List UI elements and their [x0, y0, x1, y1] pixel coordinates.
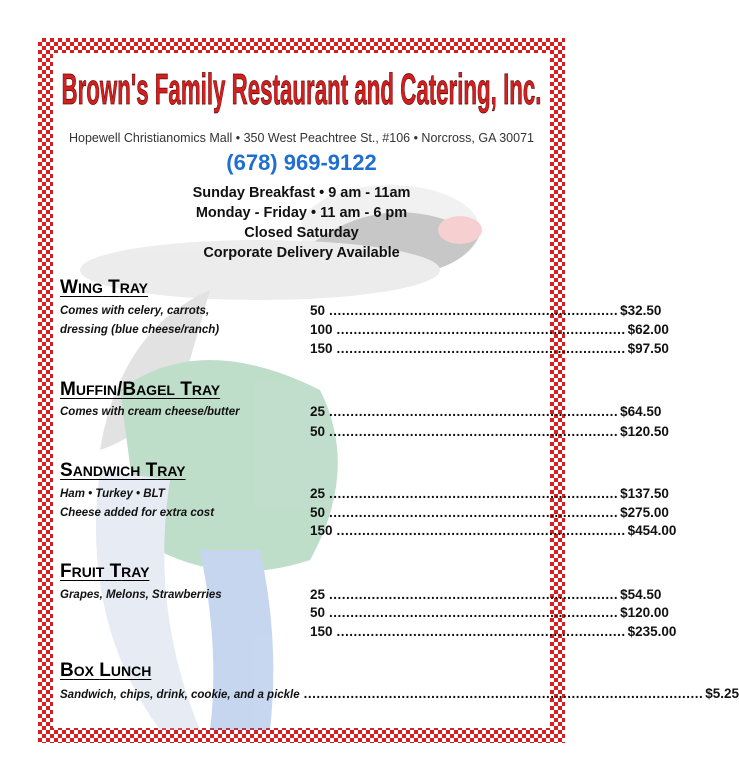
section-title-text: MUFFIN/BAGEL TRAY [60, 379, 221, 400]
price-row: 50 .................................................................... $275.00 [310, 505, 669, 520]
price-row: 150 .................................................................... $97.50 [310, 341, 669, 356]
price-row: 50 .................................................................... $120.50 [310, 424, 669, 439]
section-title-sandwich-tray [60, 460, 186, 482]
section-title-box-lunch [60, 660, 151, 682]
hours-line: Corporate Delivery Available [203, 245, 400, 261]
address-line: Hopewell Christianomics Mall • 350 West Peachtree St., #106 • Norcross, GA 30071 [69, 131, 534, 145]
price-row: 50 .................................................................... $120.00 [310, 605, 669, 620]
section-desc: Cheese added for extra cost [60, 507, 215, 519]
section-title-text: BOX LUNCH [60, 660, 152, 681]
price-row: 25 .................................................................... $64.50 [310, 404, 662, 419]
section-title-text: FRUIT TRAY [60, 561, 150, 582]
hours-block [53, 183, 550, 263]
section-desc: dressing (blue cheese/ranch) [60, 324, 220, 336]
price-row: 150 .................................................................... $235.00 [310, 624, 677, 639]
section-title-wing-tray [60, 277, 148, 299]
section-desc: Grapes, Melons, Strawberries [60, 589, 222, 601]
hours-line: Closed Saturday [244, 225, 359, 241]
section-desc: Comes with cream cheese/butter [60, 406, 240, 418]
restaurant-title [53, 58, 550, 118]
hours-line: Sunday Breakfast • 9 am - 11am [192, 185, 411, 201]
price-row: 150 .................................................................... $454.00 [310, 523, 677, 538]
price-row: 25 .................................................................... $54.50 [310, 587, 662, 602]
section-desc: Comes with celery, carrots, [60, 305, 210, 317]
phone-number[interactable]: (678) 969-9122 [226, 150, 377, 175]
section-desc: Ham • Turkey • BLT [60, 488, 165, 500]
price-row: 50 .................................................................... $32.50 [310, 303, 662, 318]
price-row: 100 .................................................................... $62.00 [310, 322, 669, 337]
section-title-muffin-bagel-tray [60, 379, 220, 401]
section-title-text: SANDWICH TRAY [60, 460, 186, 481]
section-title-fruit-tray [60, 561, 149, 583]
section-desc: Sandwich, chips, drink, cookie, and a pickle [60, 689, 300, 701]
section-title-text: WING TRAY [60, 277, 148, 298]
price-row: 25 .................................................................... $137.50 [310, 486, 669, 501]
hours-line: Monday - Friday • 11 am - 6 pm [195, 205, 408, 221]
price-row: Sandwich, chips, drink, cookie, and a pickle .............................................................................................. $5.25 [60, 686, 543, 705]
svg-text:Brown's Family Restaurant and: Brown's Family Restaurant and Catering, Inc. [61, 65, 542, 114]
